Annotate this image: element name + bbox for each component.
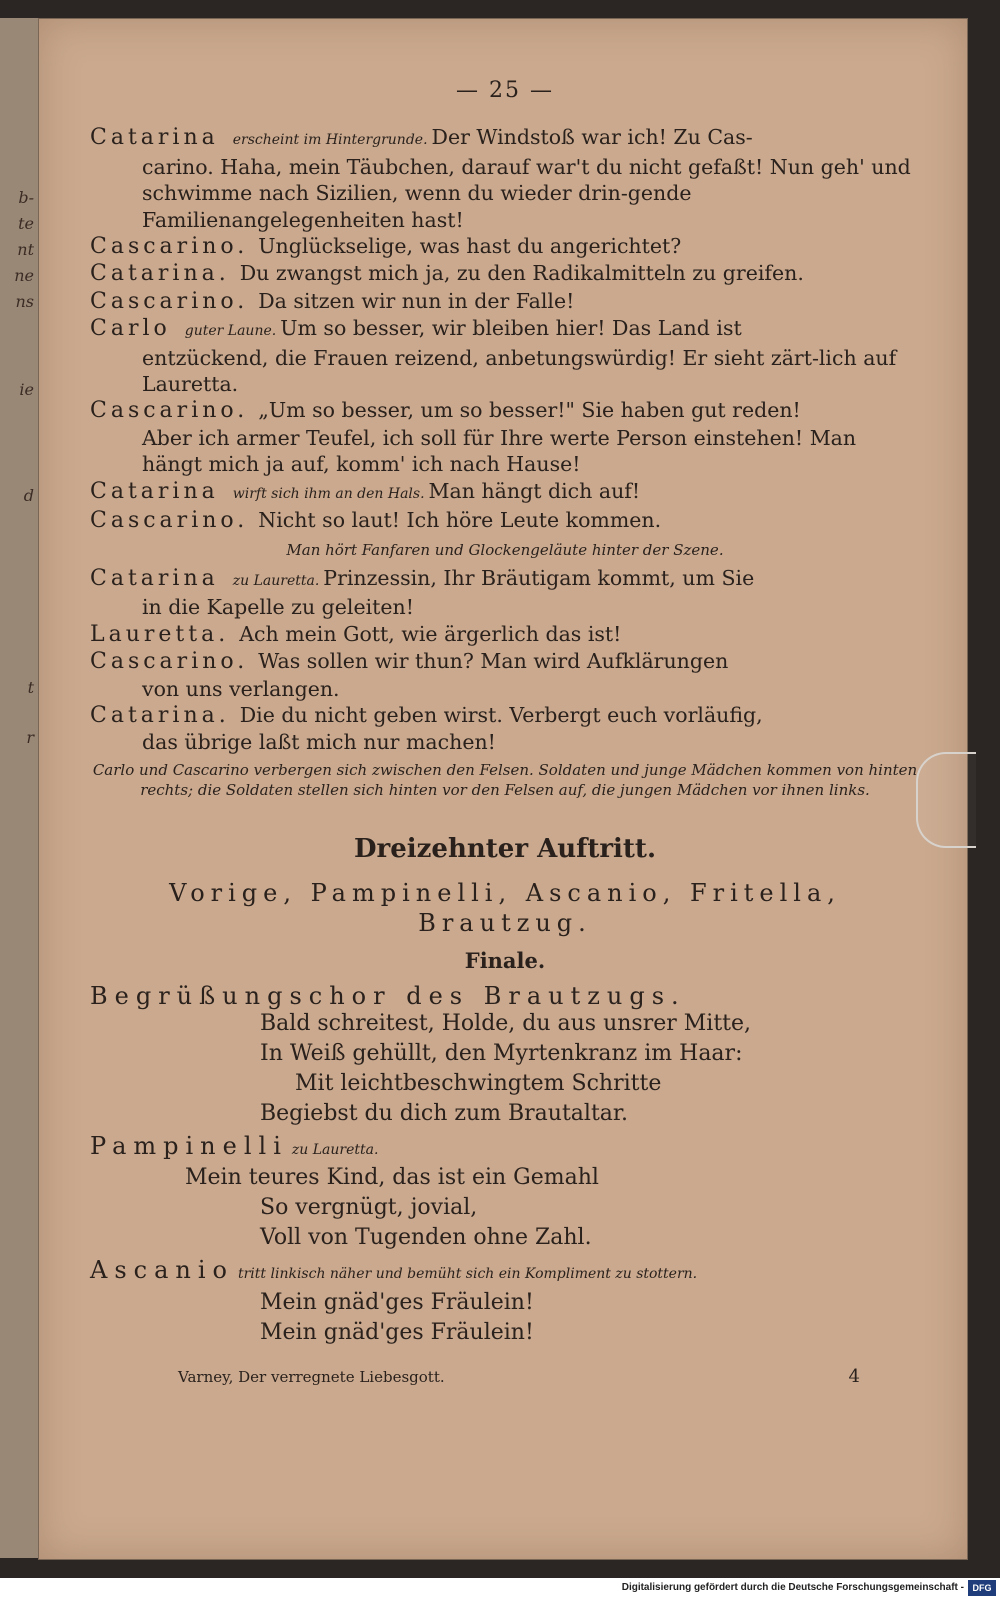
speaker-name: Cascarino. [90, 234, 249, 260]
line-text: Um so besser, wir bleiben hier! Das Land ist [280, 316, 742, 341]
line-continuation: Aber ich armer Teufel, ich soll für Ihre werte Person einstehen! Man hängt mich ja auf, komm' ich nach Hause! [142, 425, 857, 477]
line-text: Nicht so laut! Ich höre Leute kommen. [258, 508, 662, 533]
stage-direction: erscheint im Hintergrunde. [232, 132, 428, 149]
line-text: Der Windstoß war ich! Zu Cas- [431, 125, 753, 150]
line-continuation: von uns verlangen. [142, 676, 340, 701]
page-number: — 25 — [456, 78, 554, 103]
lyric-line: Bald schreitest, Holde, du aus unsrer Mitte, [260, 1010, 752, 1036]
line-text: „Um so besser, um so besser!" Sie haben gut reden! [258, 398, 801, 423]
speaker-name: Lauretta. [90, 621, 230, 647]
character-list [90, 878, 920, 938]
line-continuation: das übrige laßt mich nur machen! [142, 730, 496, 755]
line-text: Die du nicht geben wirst. Verbergt euch vorläufig, [239, 702, 763, 727]
digitization-credit: Digitalisierung gefördert durch die Deutsche Forschungsgemeinschaft - [621, 1582, 964, 1593]
chorus-label: Begrüßungschor des Brautzugs. [90, 981, 686, 1010]
left-fragment: te [18, 214, 34, 233]
speaker-name: Catarina. [90, 702, 230, 728]
lyric-line: Mit leichtbeschwingtem Schritte [295, 1070, 662, 1096]
dialogue-line [90, 124, 920, 233]
character-list-line: Vorige, Pampinelli, Ascanio, Fritella, [169, 879, 841, 908]
page-clip [916, 752, 976, 848]
dialogue-line [90, 565, 920, 621]
speaker-name: Cascarino. [90, 508, 249, 534]
line-text: Du zwangst mich ja, zu den Radikalmitteln zu greifen. [239, 261, 804, 286]
song-speaker-line [90, 1133, 920, 1163]
line-continuation: entzückend, die Frauen reizend, anbetungswürdig! Er sieht zärt-lich auf Lauretta. [142, 345, 897, 397]
left-fragment: d [23, 486, 34, 505]
speaker-name: Ascanio [90, 1256, 234, 1285]
footer-title: Varney, Der verregnete Liebesgott. [178, 1367, 445, 1386]
speaker-name: Cascarino. [90, 649, 249, 675]
speaker-name: Cascarino. [90, 288, 249, 314]
line-text: Ach mein Gott, wie ärgerlich das ist! [239, 621, 622, 646]
speaker-name: Catarina. [90, 261, 230, 287]
line-continuation: in die Kapelle zu geleiten! [142, 595, 414, 620]
left-fragment: nt [17, 240, 34, 259]
dialogue-line [90, 233, 920, 260]
dialogue-line [90, 648, 920, 702]
line-text: Was sollen wir thun? Man wird Aufklärungen [258, 649, 729, 674]
speaker-name: Pampinelli [90, 1131, 288, 1160]
lyric-line: Mein gnäd'ges Fräulein! [260, 1289, 534, 1315]
page-content [90, 78, 920, 1390]
scene-heading: Dreizehnter Auftritt. [354, 833, 656, 864]
left-fragment: r [26, 728, 34, 747]
character-list-line: Brautzug. [418, 909, 592, 938]
lyric-line: In Weiß gehüllt, den Myrtenkranz im Haar: [260, 1040, 743, 1066]
speaker-name: Cascarino. [90, 398, 249, 424]
lyric-line: So vergnügt, jovial, [260, 1195, 478, 1221]
dfg-logo: DFG [968, 1580, 996, 1596]
dialogue-line [90, 315, 920, 397]
left-fragment: ns [15, 292, 34, 311]
dialogue-line [90, 260, 920, 287]
dialogue-block [90, 124, 920, 534]
dialogue-line [90, 397, 920, 477]
stage-direction: zu Lauretta. [291, 1141, 379, 1158]
dialogue-line [90, 507, 920, 534]
dialogue-line [90, 478, 920, 507]
speaker-name: Catarina [90, 125, 219, 151]
left-fragment: ne [14, 266, 34, 285]
page-footer [90, 1364, 920, 1390]
line-continuation: carino. Haha, mein Täubchen, darauf war't du nicht gefaßt! Nun geh' und schwimme nach Sizilien, wenn du wieder drin-gende Familienangelegenheiten hast! [142, 154, 911, 232]
line-text: Prinzessin, Ihr Bräutigam kommt, um Sie [323, 565, 755, 590]
stage-direction-centered: Man hört Fanfaren und Glockengeläute hinter der Szene. [286, 540, 724, 559]
speaker-name: Catarina [90, 478, 219, 504]
line-text: Unglückselige, was hast du angerichtet? [258, 234, 682, 259]
stage-direction: zu Lauretta. [232, 572, 320, 589]
stage-direction: wirft sich ihm an den Hals. [232, 485, 425, 502]
line-text: Da sitzen wir nun in der Falle! [258, 288, 575, 313]
dialogue-line [90, 702, 920, 756]
speaker-name: Catarina [90, 565, 219, 591]
speaker-name: Carlo [90, 316, 171, 342]
left-fragment: ie [19, 380, 34, 399]
song-speaker-line [90, 1257, 920, 1287]
lyric-line: Mein gnäd'ges Fräulein! [260, 1319, 534, 1345]
section-title: Finale. [464, 948, 546, 974]
signature-mark: 4 [848, 1365, 860, 1387]
stage-direction: guter Laune. [184, 323, 277, 340]
lyric-line: Begiebst du dich zum Brautaltar. [260, 1100, 629, 1126]
line-text: Man hängt dich auf! [428, 478, 641, 503]
stage-direction: tritt linkisch näher und bemüht sich ein Kompliment zu stottern. [237, 1266, 698, 1283]
left-fragment: t [27, 678, 34, 697]
dialogue-line [90, 288, 920, 315]
lyric-line: Voll von Tugenden ohne Zahl. [260, 1225, 592, 1251]
lyric-line: Mein teures Kind, das ist ein Gemahl [185, 1165, 599, 1191]
dialogue-line [90, 621, 920, 648]
dialogue-block [90, 565, 920, 756]
left-fragment: b- [18, 188, 34, 207]
stage-direction-block: Carlo und Cascarino verbergen sich zwischen den Felsen. Soldaten und junge Mädchen kommen von hinten rechts; die Soldaten stellen sich hinten vor den Felsen auf, die jungen Mädchen vor ihnen links. [92, 760, 918, 799]
